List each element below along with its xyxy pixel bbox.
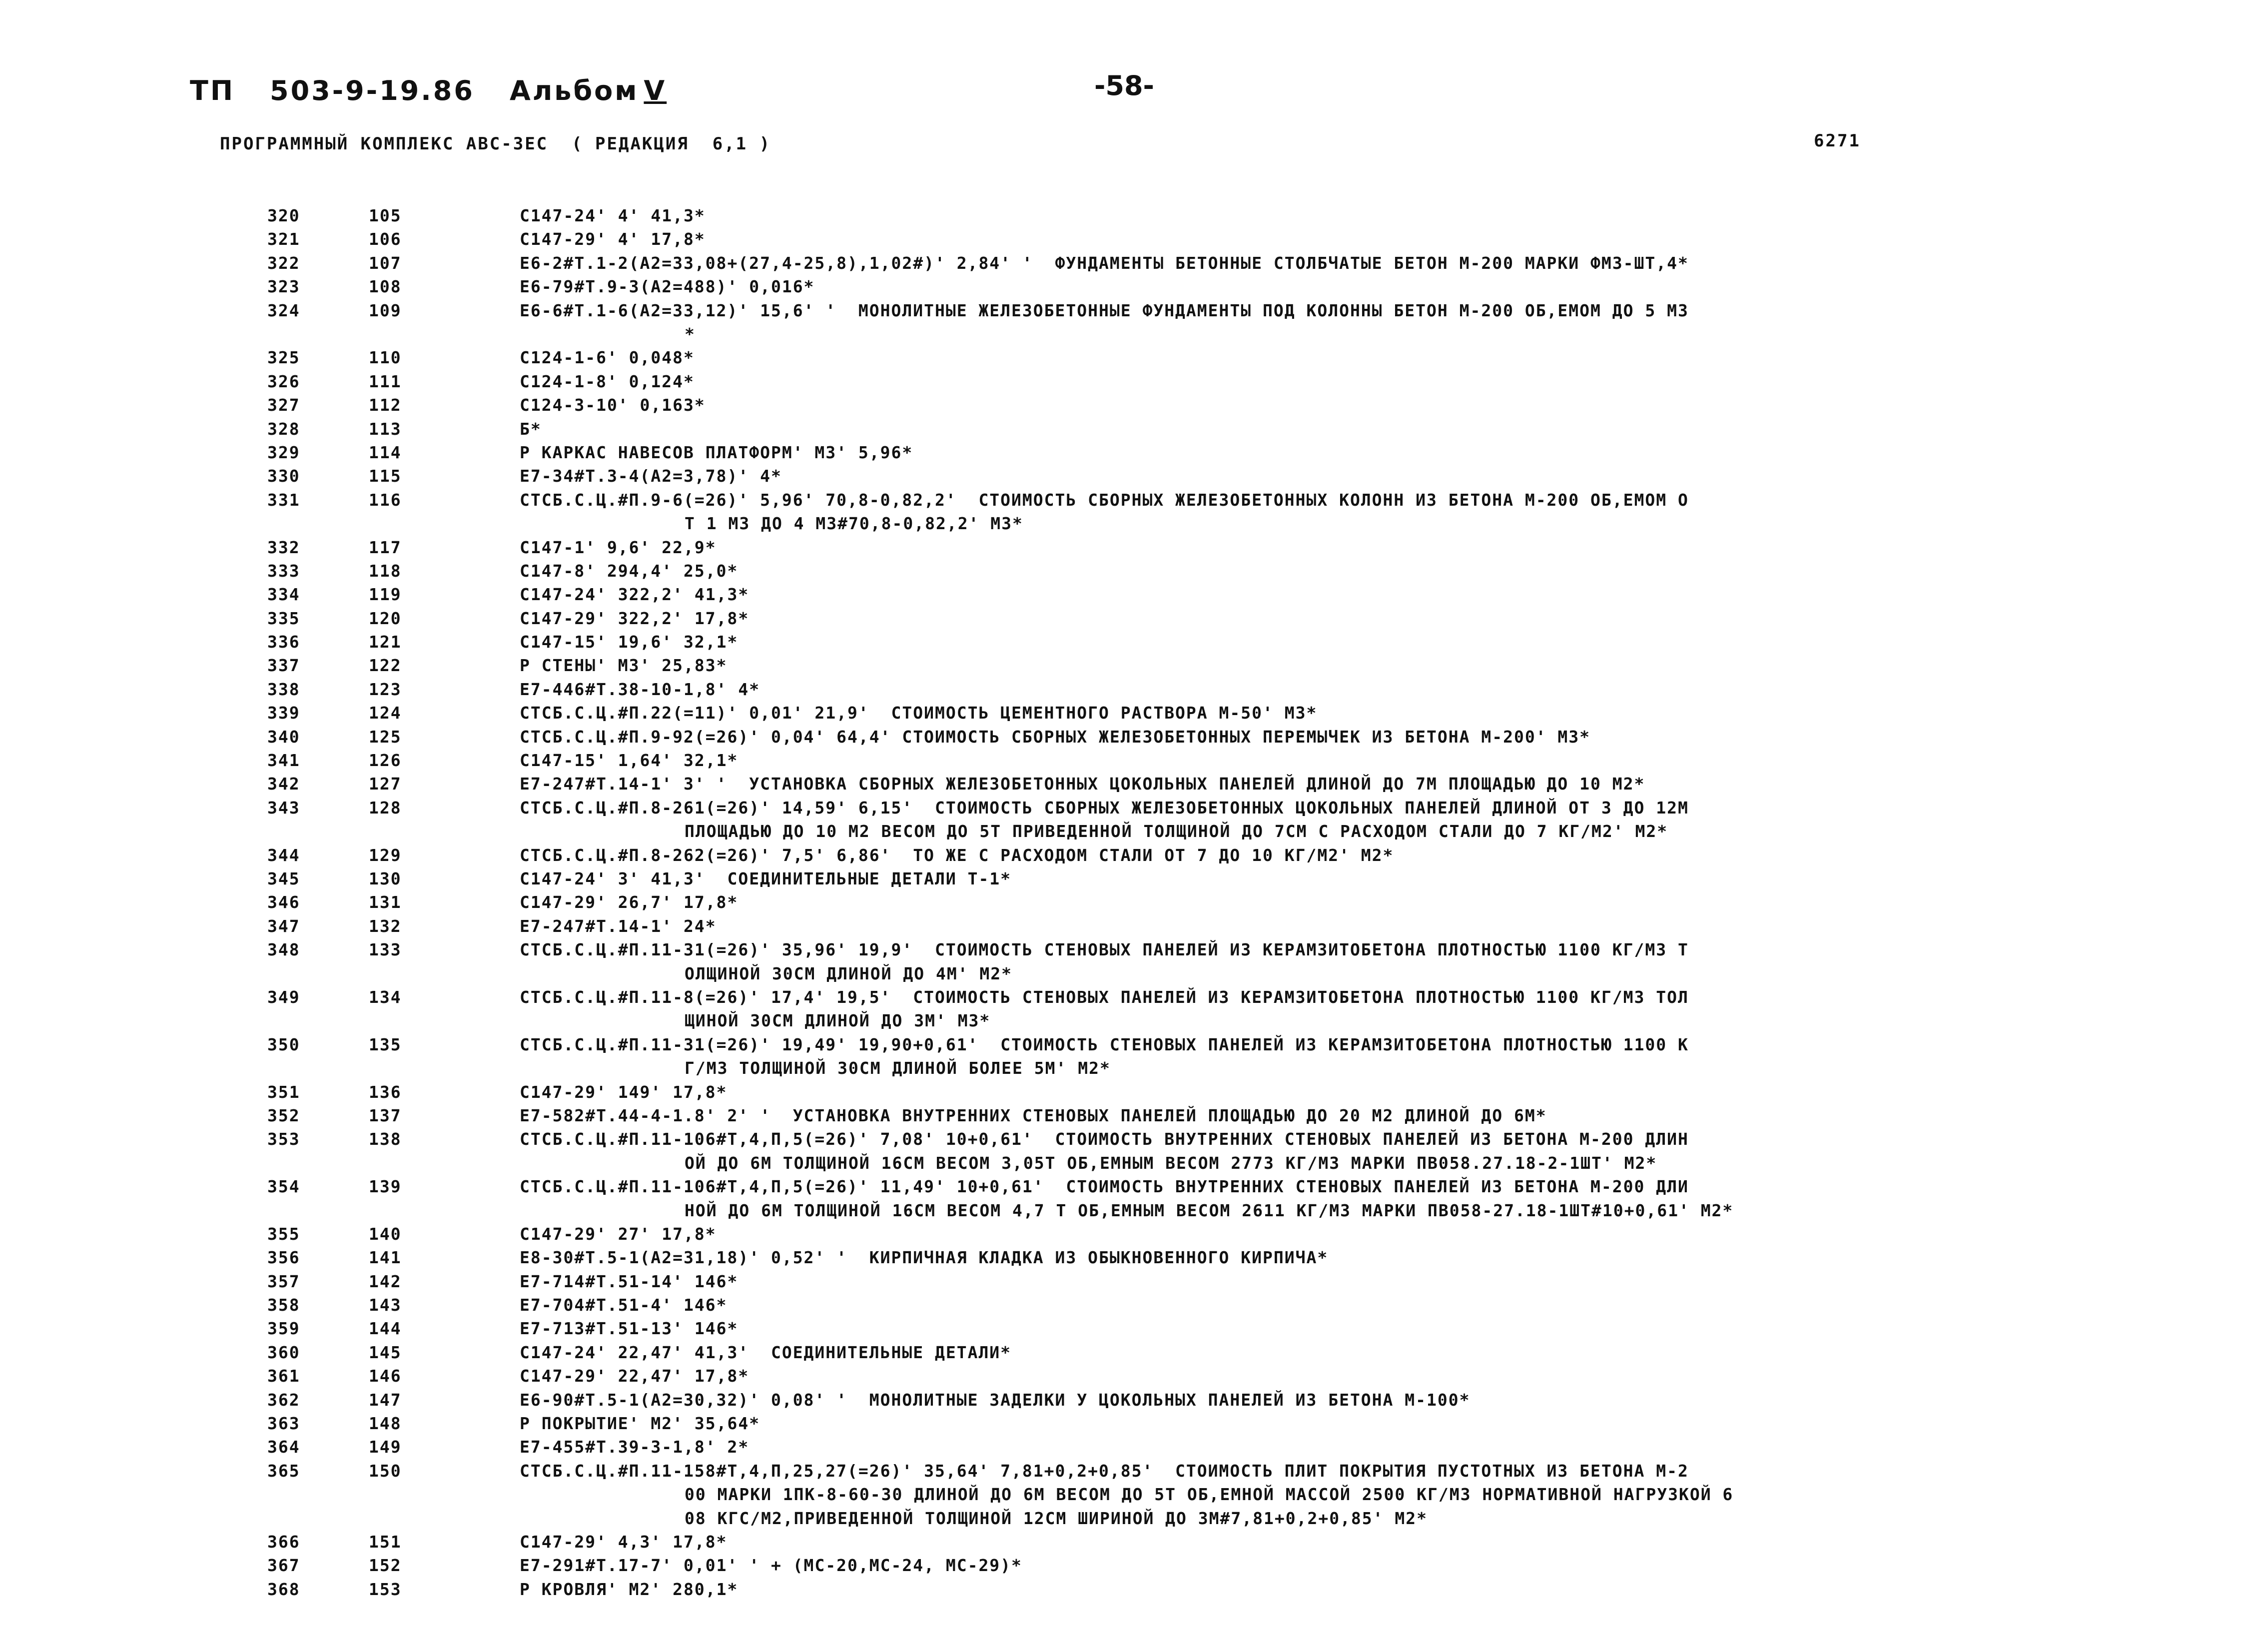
entry-line: С147-15' 1,64' 32,1* [520, 751, 739, 771]
item-number: 145 [369, 1342, 402, 1362]
item-number: 114 [369, 442, 402, 462]
entry-text [520, 938, 2074, 985]
item-number: 105 [369, 206, 402, 225]
entry-line: СТСБ.С.Ц.#П.11-8(=26)' 17,4' 19,5' СТОИМОСТЬ СТЕНОВЫХ ПАНЕЛЕЙ ИЗ КЕРАМЗИТОБЕТОНА ПЛОТНОСТЬЮ 1100 КГ/М3 ТОЛ [520, 987, 1689, 1007]
entry-text [520, 678, 2074, 701]
item-number: 149 [369, 1437, 402, 1457]
listing-row [0, 1364, 2242, 1388]
item-number: 124 [369, 703, 402, 723]
listing-row [0, 796, 2242, 843]
entry-text [520, 843, 2074, 867]
line-number: 368 [267, 1579, 300, 1599]
line-number: 333 [267, 561, 300, 581]
line-number: 321 [267, 229, 300, 249]
line-number: 332 [267, 537, 300, 557]
line-number: 360 [267, 1342, 300, 1362]
line-number: 363 [267, 1414, 300, 1434]
listing-row [0, 346, 2242, 369]
line-number: 361 [267, 1366, 300, 1386]
line-number: 339 [267, 703, 300, 723]
item-number: 132 [369, 916, 402, 936]
line-number: 351 [267, 1082, 300, 1102]
entry-line: Е6-79#Т.9-3(А2=488)' 0,016* [520, 277, 815, 297]
entry-line: Е8-30#Т.5-1(А2=31,18)' 0,52' ' КИРПИЧНАЯ КЛАДКА ИЗ ОБЫКНОВЕННОГО КИРПИЧА* [520, 1248, 1329, 1268]
item-number: 138 [369, 1129, 402, 1149]
entry-text [520, 1246, 2074, 1269]
item-number: 126 [369, 751, 402, 771]
entry-text [520, 725, 2074, 749]
entry-line: Е7-34#Т.3-4(А2=3,78)' 4* [520, 466, 782, 486]
entry-text [520, 299, 2074, 346]
listing-row [0, 1341, 2242, 1364]
entry-line: СТСБ.С.Ц.#П.22(=11)' 0,01' 21,9' СТОИМОСТЬ ЦЕМЕНТНОГО РАСТВОРА М-50' М3* [520, 703, 1318, 723]
entry-text [520, 251, 2074, 275]
item-number: 131 [369, 892, 402, 912]
entry-text [520, 1459, 2074, 1530]
item-number: 119 [369, 585, 402, 605]
entry-continuation: НОЙ ДО 6М ТОЛЩИНОЙ 16СМ ВЕСОМ 4,7 Т ОБ,ЕМНЫМ ВЕСОМ 2611 КГ/М3 МАРКИ ПВ058-27.18-1ШТ#10+0,61' М2* [685, 1200, 1734, 1220]
listing-row [0, 441, 2242, 464]
line-number: 356 [267, 1248, 300, 1268]
line-number: 325 [267, 348, 300, 368]
doc-code: ТП [190, 75, 235, 106]
listing-row [0, 914, 2242, 938]
item-number: 117 [369, 537, 402, 557]
entry-line: С147-8' 294,4' 25,0* [520, 561, 739, 581]
item-number: 144 [369, 1319, 402, 1339]
entry-text [520, 536, 2074, 559]
entry-continuation: Г/М3 ТОЛЩИНОЙ 30СМ ДЛИНОЙ БОЛЕЕ 5М' М2* [685, 1058, 1111, 1078]
listing-row [0, 890, 2242, 914]
entry-line: С147-24' 22,47' 41,3' СОЕДИНИТЕЛЬНЫЕ ДЕТАЛИ* [520, 1342, 1012, 1362]
line-number: 348 [267, 940, 300, 960]
listing-row [0, 772, 2242, 796]
entry-line: С147-29' 27' 17,8* [520, 1224, 717, 1244]
line-number: 357 [267, 1271, 300, 1291]
line-number: 367 [267, 1556, 300, 1576]
listing-row [0, 536, 2242, 559]
line-number: 364 [267, 1437, 300, 1457]
line-number: 358 [267, 1295, 300, 1315]
line-number: 349 [267, 987, 300, 1007]
entry-text [520, 559, 2074, 583]
line-number: 365 [267, 1461, 300, 1481]
item-number: 136 [369, 1082, 402, 1102]
line-number: 331 [267, 490, 300, 510]
entry-text [520, 701, 2074, 725]
entry-line: СТСБ.С.Ц.#П.11-106#Т,4,П,5(=26)' 11,49' 10+0,61' СТОИМОСТЬ ВНУТРЕННИХ СТЕНОВЫХ ПАНЕЛЕЙ ИЗ БЕТОНА М-200 ДЛИ [520, 1177, 1689, 1197]
line-number: 355 [267, 1224, 300, 1244]
listing-row [0, 370, 2242, 393]
entry-text [520, 346, 2074, 369]
line-number: 343 [267, 798, 300, 818]
entry-line: С124-3-10' 0,163* [520, 395, 706, 415]
line-number: 347 [267, 916, 300, 936]
line-number: 338 [267, 679, 300, 699]
entry-line: С147-15' 19,6' 32,1* [520, 632, 739, 652]
entry-text [520, 1578, 2074, 1601]
listing-row [0, 701, 2242, 725]
entry-line: СТСБ.С.Ц.#П.8-261(=26)' 14,59' 6,15' СТОИМОСТЬ СБОРНЫХ ЖЕЛЕЗОБЕТОННЫХ ЦОКОЛЬНЫХ ПАНЕЛЕЙ ДЛИНОЙ ОТ 3 ДО 12М [520, 798, 1689, 818]
listing-table [0, 204, 2242, 1601]
listing-row [0, 251, 2242, 275]
item-number: 123 [369, 679, 402, 699]
item-number: 146 [369, 1366, 402, 1386]
listing-row [0, 607, 2242, 630]
entry-continuation: ПЛОЩАДЬЮ ДО 10 М2 ВЕСОМ ДО 5Т ПРИВЕДЕННОЙ ТОЛЩИНОЙ ДО 7СМ С РАСХОДОМ СТАЛИ ДО 7 КГ/М2' М2* [685, 822, 1668, 841]
entry-line: С124-1-6' 0,048* [520, 348, 695, 368]
entry-line: С147-29' 322,2' 17,8* [520, 608, 749, 628]
item-number: 122 [369, 656, 402, 676]
page-number: -58- [1094, 70, 1154, 101]
listing-row [0, 299, 2242, 346]
entry-text [520, 1412, 2074, 1435]
listing-row [0, 1175, 2242, 1222]
item-number: 141 [369, 1248, 402, 1268]
entry-text [520, 1270, 2074, 1293]
line-number: 340 [267, 727, 300, 747]
line-number: 326 [267, 371, 300, 391]
line-number: 330 [267, 466, 300, 486]
entry-text [520, 772, 2074, 796]
entry-line: С147-29' 4,3' 17,8* [520, 1532, 728, 1552]
listing-row [0, 1127, 2242, 1175]
entry-text [520, 393, 2074, 417]
entry-text [520, 890, 2074, 914]
entry-text [520, 796, 2074, 843]
entry-line: Е7-291#Т.17-7' 0,01' ' + (МС-20,МС-24, МС-29)* [520, 1556, 1022, 1576]
entry-text [520, 985, 2074, 1033]
entry-continuation: Т 1 М3 ДО 4 М3#70,8-0,82,2' М3* [685, 514, 1023, 534]
line-number: 320 [267, 206, 300, 225]
entry-line: Б* [520, 419, 542, 439]
line-number: 323 [267, 277, 300, 297]
entry-line: С124-1-8' 0,124* [520, 371, 695, 391]
item-number: 142 [369, 1271, 402, 1291]
line-number: 345 [267, 868, 300, 888]
item-number: 111 [369, 371, 402, 391]
entry-text [520, 1175, 2074, 1222]
line-number: 324 [267, 300, 300, 320]
listing-row [0, 1435, 2242, 1459]
entry-line: Р ПОКРЫТИЕ' М2' 35,64* [520, 1414, 760, 1434]
listing-row [0, 725, 2242, 749]
line-number: 352 [267, 1105, 300, 1125]
entry-line: Р КРОВЛЯ' М2' 280,1* [520, 1579, 739, 1599]
line-number: 353 [267, 1129, 300, 1149]
line-number: 359 [267, 1319, 300, 1339]
entry-text [520, 464, 2074, 488]
listing-row [0, 1317, 2242, 1340]
item-number: 113 [369, 419, 402, 439]
item-number: 137 [369, 1105, 402, 1125]
item-number: 152 [369, 1556, 402, 1576]
line-number: 341 [267, 751, 300, 771]
entry-line: Е7-704#Т.51-4' 146* [520, 1295, 728, 1315]
listing-row [0, 227, 2242, 251]
listing-row [0, 843, 2242, 867]
listing-row [0, 938, 2242, 985]
listing-row [0, 1530, 2242, 1554]
line-number: 329 [267, 442, 300, 462]
entry-text [520, 654, 2074, 677]
line-number: 354 [267, 1177, 300, 1197]
entry-continuation: 08 КГС/М2,ПРИВЕДЕННОЙ ТОЛЩИНОЙ 12СМ ШИРИНОЙ ДО 3М#7,81+0,2+0,85' М2* [685, 1508, 1428, 1528]
listing-row [0, 464, 2242, 488]
listing-row [0, 1104, 2242, 1127]
item-number: 109 [369, 300, 402, 320]
entry-line: Е6-6#Т.1-6(А2=33,12)' 15,6' ' МОНОЛИТНЫЕ ЖЕЛЕЗОБЕТОННЫЕ ФУНДАМЕНТЫ ПОД КОЛОННЫ БЕТОН М-200 ОБ,ЕМОМ ДО 5 М3 [520, 300, 1689, 320]
entry-line: СТСБ.С.Ц.#П.8-262(=26)' 7,5' 6,86' ТО ЖЕ С РАСХОДОМ СТАЛИ ОТ 7 ДО 10 КГ/М2' М2* [520, 845, 1394, 865]
item-number: 127 [369, 774, 402, 794]
entry-line: Е7-582#Т.44-4-1.8' 2' ' УСТАНОВКА ВНУТРЕННИХ СТЕНОВЫХ ПАНЕЛЕЙ ПЛОЩАДЬЮ ДО 20 М2 ДЛИНОЙ ДО 6М* [520, 1105, 1547, 1125]
item-number: 148 [369, 1414, 402, 1434]
listing-row [0, 1270, 2242, 1293]
item-number: 134 [369, 987, 402, 1007]
entry-continuation: * [685, 324, 696, 344]
entry-line: С147-29' 4' 17,8* [520, 229, 706, 249]
listing-row [0, 985, 2242, 1033]
listing-row [0, 1293, 2242, 1317]
entry-text [520, 1364, 2074, 1388]
entry-line: СТСБ.С.Ц.#П.11-106#Т,4,П,5(=26)' 7,08' 10+0,61' СТОИМОСТЬ ВНУТРЕННИХ СТЕНОВЫХ ПАНЕЛЕЙ ИЗ БЕТОНА М-200 ДЛИН [520, 1129, 1689, 1149]
entry-text [520, 1293, 2074, 1317]
entry-line: Е7-247#Т.14-1' 24* [520, 916, 717, 936]
item-number: 108 [369, 277, 402, 297]
line-number: 335 [267, 608, 300, 628]
listing-row [0, 1554, 2242, 1577]
listing-row [0, 417, 2242, 441]
entry-text [520, 275, 2074, 298]
entry-line: С147-29' 149' 17,8* [520, 1082, 728, 1102]
entry-text [520, 1222, 2074, 1246]
entry-line: Е6-2#Т.1-2(А2=33,08+(27,4-25,8),1,02#)' 2,84' ' ФУНДАМЕНТЫ БЕТОННЫЕ СТОЛБЧАТЫЕ БЕТОН М-200 МАРКИ ФМ3-ШТ,4* [520, 253, 1689, 273]
item-number: 112 [369, 395, 402, 415]
entry-text [520, 1435, 2074, 1459]
item-number: 135 [369, 1034, 402, 1054]
album-word: Альбом [509, 75, 639, 106]
document-header [190, 75, 702, 106]
line-number: 322 [267, 253, 300, 273]
entry-text [520, 1554, 2074, 1577]
line-number: 342 [267, 774, 300, 794]
line-number: 334 [267, 585, 300, 605]
entry-text [520, 749, 2074, 772]
item-number: 139 [369, 1177, 402, 1197]
entry-continuation: ОЙ ДО 6М ТОЛЩИНОЙ 16СМ ВЕСОМ 3,05Т ОБ,ЕМНЫМ ВЕСОМ 2773 КГ/М3 МАРКИ ПВ058.27.18-2-1ШТ' М2* [685, 1153, 1657, 1173]
entry-text [520, 1530, 2074, 1554]
entry-text [520, 1341, 2074, 1364]
listing-row [0, 867, 2242, 890]
entry-line: СТСБ.С.Ц.#П.9-92(=26)' 0,04' 64,4' СТОИМОСТЬ СБОРНЫХ ЖЕЛЕЗОБЕТОННЫХ ПЕРЕМЫЧЕК ИЗ БЕТОНА М-200' М3* [520, 727, 1591, 747]
entry-text [520, 914, 2074, 938]
entry-text [520, 1104, 2074, 1127]
listing-row [0, 1246, 2242, 1269]
listing-row [0, 1033, 2242, 1080]
entry-line: Е7-455#Т.39-3-1,8' 2* [520, 1437, 749, 1457]
entry-line: Е7-713#Т.51-13' 146* [520, 1319, 739, 1339]
listing-row [0, 1388, 2242, 1412]
entry-line: Е7-714#Т.51-14' 146* [520, 1271, 739, 1291]
code-number: 6271 [1814, 131, 1861, 151]
listing-row [0, 204, 2242, 227]
entry-line: СТСБ.С.Ц.#П.11-158#Т,4,П,25,27(=26)' 35,64' 7,81+0,2+0,85' СТОИМОСТЬ ПЛИТ ПОКРЫТИЯ ПУСТОТНЫХ ИЗ БЕТОНА М-2 [520, 1461, 1689, 1481]
item-number: 151 [369, 1532, 402, 1552]
item-number: 116 [369, 490, 402, 510]
entry-line: Р КАРКАС НАВЕСОВ ПЛАТФОРМ' М3' 5,96* [520, 442, 913, 462]
listing-row [0, 749, 2242, 772]
entry-line: Е7-247#Т.14-1' 3' ' УСТАНОВКА СБОРНЫХ ЖЕЛЕЗОБЕТОННЫХ ЦОКОЛЬНЫХ ПАНЕЛЕЙ ДЛИНОЙ ДО 7М ПЛОЩАДЬЮ ДО 10 М2* [520, 774, 1645, 794]
item-number: 147 [369, 1390, 402, 1410]
item-number: 106 [369, 229, 402, 249]
doc-number: 503-9-19.86 [270, 75, 475, 106]
entry-line: СТСБ.С.Ц.#П.9-6(=26)' 5,96' 70,8-0,82,2' СТОИМОСТЬ СБОРНЫХ ЖЕЛЕЗОБЕТОННЫХ КОЛОНН ИЗ БЕТОНА М-200 ОБ,ЕМОМ О [520, 490, 1689, 510]
line-number: 346 [267, 892, 300, 912]
entry-line: Е7-446#Т.38-10-1,8' 4* [520, 679, 760, 699]
entry-text [520, 441, 2074, 464]
listing-row [0, 1459, 2242, 1530]
entry-line: Е6-90#Т.5-1(А2=30,32)' 0,08' ' МОНОЛИТНЫЕ ЗАДЕЛКИ У ЦОКОЛЬНЫХ ПАНЕЛЕЙ ИЗ БЕТОНА М-100* [520, 1390, 1471, 1410]
line-number: 327 [267, 395, 300, 415]
item-number: 107 [369, 253, 402, 273]
entry-text [520, 1317, 2074, 1340]
entry-line: СТСБ.С.Ц.#П.11-31(=26)' 19,49' 19,90+0,61' СТОИМОСТЬ СТЕНОВЫХ ПАНЕЛЕЙ ИЗ КЕРАМЗИТОБЕТОНА ПЛОТНОСТЬЮ 1100 К [520, 1034, 1689, 1054]
entry-line: С147-29' 22,47' 17,8* [520, 1366, 749, 1386]
entry-text [520, 1080, 2074, 1104]
listing-row [0, 1222, 2242, 1246]
item-number: 125 [369, 727, 402, 747]
item-number: 133 [369, 940, 402, 960]
listing-row [0, 1080, 2242, 1104]
listing-row [0, 654, 2242, 677]
line-number: 366 [267, 1532, 300, 1552]
listing-row [0, 1412, 2242, 1435]
item-number: 128 [369, 798, 402, 818]
item-number: 143 [369, 1295, 402, 1315]
entry-text [520, 227, 2074, 251]
entry-text [520, 1033, 2074, 1080]
listing-row [0, 678, 2242, 701]
entry-continuation: ОЛЩИНОЙ 30СМ ДЛИНОЙ ДО 4М' М2* [685, 963, 1013, 983]
listing-row [0, 559, 2242, 583]
listing-row [0, 1578, 2242, 1601]
line-number: 344 [267, 845, 300, 865]
entry-line: С147-29' 26,7' 17,8* [520, 892, 739, 912]
entry-line: С147-1' 9,6' 22,9* [520, 537, 717, 557]
entry-continuation: 00 МАРКИ 1ПК-8-60-30 ДЛИНОЙ ДО 6М ВЕСОМ ДО 5Т ОБ,ЕМНОЙ МАССОЙ 2500 КГ/М3 НОРМАТИВНОЙ НАГРУЗКОЙ 6 [685, 1485, 1734, 1505]
entry-line: СТСБ.С.Ц.#П.11-31(=26)' 35,96' 19,9' СТОИМОСТЬ СТЕНОВЫХ ПАНЕЛЕЙ ИЗ КЕРАМЗИТОБЕТОНА ПЛОТНОСТЬЮ 1100 КГ/М3 Т [520, 940, 1689, 960]
album-number: V [644, 75, 667, 106]
program-line: ПРОГРАММНЫЙ КОМПЛЕКС АВС-3ЕС ( РЕДАКЦИЯ 6,1 ) [220, 134, 771, 154]
item-number: 121 [369, 632, 402, 652]
listing-row [0, 393, 2242, 417]
listing-row [0, 630, 2242, 654]
entry-line: С147-24' 3' 41,3' СОЕДИНИТЕЛЬНЫЕ ДЕТАЛИ Т-1* [520, 868, 1012, 888]
entry-text [520, 607, 2074, 630]
entry-continuation: ЩИНОЙ 30СМ ДЛИНОЙ ДО 3М' М3* [685, 1011, 991, 1031]
item-number: 129 [369, 845, 402, 865]
line-number: 336 [267, 632, 300, 652]
line-number: 362 [267, 1390, 300, 1410]
item-number: 140 [369, 1224, 402, 1244]
entry-text [520, 1127, 2074, 1175]
entry-text [520, 630, 2074, 654]
entry-line: С147-24' 322,2' 41,3* [520, 585, 749, 605]
item-number: 153 [369, 1579, 402, 1599]
entry-text [520, 204, 2074, 227]
item-number: 110 [369, 348, 402, 368]
entry-text [520, 488, 2074, 536]
entry-text [520, 370, 2074, 393]
listing-row [0, 488, 2242, 536]
item-number: 130 [369, 868, 402, 888]
listing-row [0, 275, 2242, 298]
entry-line: С147-24' 4' 41,3* [520, 206, 706, 225]
entry-text [520, 867, 2074, 890]
entry-text [520, 583, 2074, 606]
item-number: 115 [369, 466, 402, 486]
listing-row [0, 583, 2242, 606]
item-number: 120 [369, 608, 402, 628]
line-number: 350 [267, 1034, 300, 1054]
item-number: 118 [369, 561, 402, 581]
item-number: 150 [369, 1461, 402, 1481]
entry-text [520, 417, 2074, 441]
entry-line: Р СТЕНЫ' М3' 25,83* [520, 656, 728, 676]
line-number: 337 [267, 656, 300, 676]
entry-text [520, 1388, 2074, 1412]
line-number: 328 [267, 419, 300, 439]
